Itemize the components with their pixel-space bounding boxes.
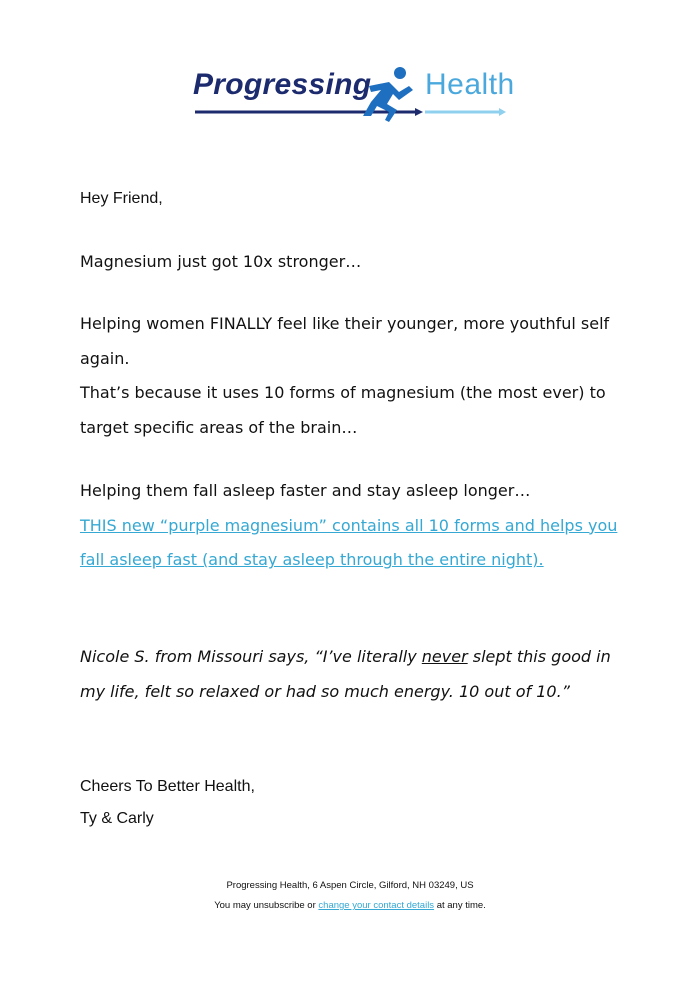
progressing-health-logo xyxy=(193,64,515,124)
paragraph-women xyxy=(80,307,628,446)
change-contact-details-link[interactable]: change your contact details xyxy=(318,900,435,911)
paragraph-women-line2: That’s because it uses 10 forms of magnesium (the most ever) to target specific areas of the brain… xyxy=(80,383,606,438)
quote-emphasis: never xyxy=(421,647,468,666)
quote-end: slept this good in my life, felt so relaxed or had so much energy. 10 out of 10.” xyxy=(80,647,611,701)
unsub-text-before: You may unsubscribe or xyxy=(214,900,319,911)
logo-word-health: Health xyxy=(425,68,515,101)
purple-magnesium-link[interactable]: THIS new “purple magnesium” contains all 10 forms and helps you fall asleep fast (and stay asleep through the entire night). xyxy=(80,515,618,570)
paragraph-intro: Magnesium just got 10x stronger… xyxy=(80,252,362,271)
footer-address: Progressing Health, 6 Aspen Circle, Gilford, NH 03249, US xyxy=(226,880,474,891)
footer-unsubscribe xyxy=(0,900,700,911)
unsub-text-after: at any time. xyxy=(434,900,486,911)
paragraph-sleep xyxy=(80,474,628,578)
signature: Ty & Carly xyxy=(80,810,154,827)
paragraph-women-line1: Helping women FINALLY feel like their younger, more youthful self again. xyxy=(80,314,610,368)
logo-word-progressing: Progressing xyxy=(193,68,372,101)
paragraph-sleep-text: Helping them fall asleep faster and stay asleep longer… xyxy=(80,481,531,500)
greeting: Hey Friend, xyxy=(80,190,163,207)
signoff: Cheers To Better Health, xyxy=(80,778,255,795)
testimonial-quote xyxy=(80,640,628,709)
quote-start: Nicole S. from Missouri says, “I’ve literally xyxy=(80,647,422,666)
